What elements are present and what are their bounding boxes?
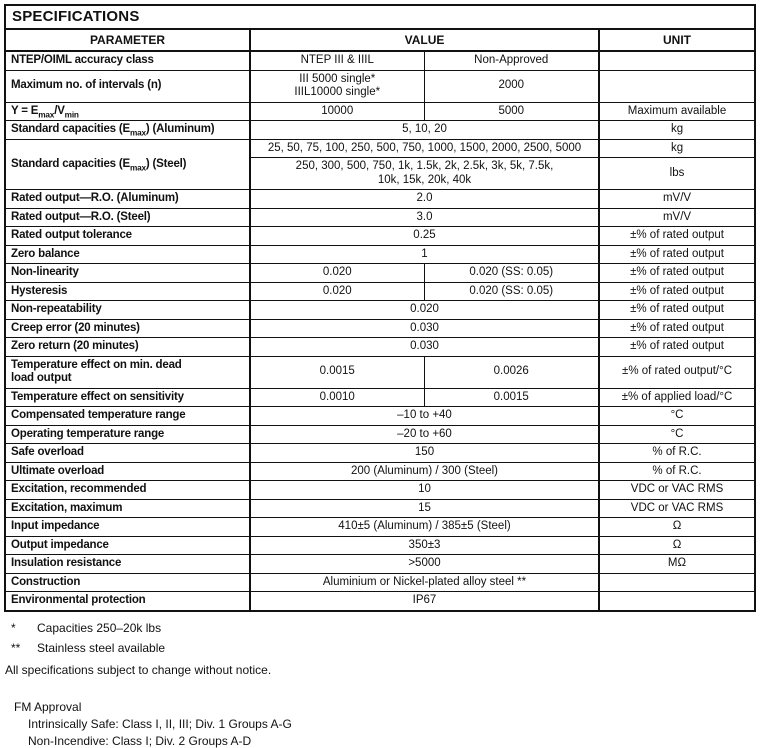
value-cell: 0.030	[250, 319, 599, 338]
table-row	[5, 208, 755, 227]
table-row	[5, 282, 755, 301]
param-cell: Construction	[5, 573, 250, 592]
value-cell: 2.0	[250, 190, 599, 209]
value-cell: 0.0010	[250, 388, 424, 407]
param-cell: Non-repeatability	[5, 301, 250, 320]
table-row	[5, 425, 755, 444]
value-cell: IP67	[250, 592, 599, 611]
table-row	[5, 444, 755, 463]
unit-cell: ±% of rated output	[599, 282, 755, 301]
table-row	[5, 139, 755, 158]
value-cell: 10	[250, 481, 599, 500]
param-cell: NTEP/OIML accuracy class	[5, 51, 250, 70]
table-row	[5, 338, 755, 357]
param-cell: Rated output tolerance	[5, 227, 250, 246]
table-row	[5, 462, 755, 481]
table-row	[5, 319, 755, 338]
param-cell: Environmental protection	[5, 592, 250, 611]
table-row	[5, 555, 755, 574]
table-row	[5, 536, 755, 555]
param-cell: Hysteresis	[5, 282, 250, 301]
col-header-unit: UNIT	[599, 29, 755, 51]
param-cell: Maximum no. of intervals (n)	[5, 70, 250, 102]
footnote-line	[7, 641, 760, 655]
value-cell: 350±3	[250, 536, 599, 555]
value-cell: –20 to +60	[250, 425, 599, 444]
unit-cell: ±% of rated output	[599, 264, 755, 283]
unit-cell: % of R.C.	[599, 462, 755, 481]
value-cell: 250, 300, 500, 750, 1k, 1.5k, 2k, 2.5k, 3k, 5k, 7.5k, 10k, 15k, 20k, 40k	[250, 158, 599, 190]
footnote-line	[7, 621, 760, 635]
value-cell: 25, 50, 75, 100, 250, 500, 750, 1000, 1500, 2000, 2500, 5000	[250, 139, 599, 158]
specifications-table	[4, 4, 756, 612]
value-cell: 0.0015	[250, 356, 424, 388]
col-header-value: VALUE	[250, 29, 599, 51]
value-cell: 1	[250, 245, 599, 264]
footnote-text: Stainless steel available	[37, 640, 166, 655]
value-cell: –10 to +40	[250, 407, 599, 426]
value-cell: 0.020 (SS: 0.05)	[424, 282, 599, 301]
fm-approval-line: Intrinsically Safe: Class I, II, III; Div. 1 Groups A-G	[28, 716, 292, 731]
param-cell: Excitation, recommended	[5, 481, 250, 500]
table-row	[5, 227, 755, 246]
fm-approval-line: Non-Incendive: Class I; Div. 2 Groups A-D	[28, 733, 252, 748]
value-cell: 3.0	[250, 208, 599, 227]
table-row	[5, 407, 755, 426]
unit-cell: ±% of rated output	[599, 301, 755, 320]
param-cell: Insulation resistance	[5, 555, 250, 574]
param-cell: Operating temperature range	[5, 425, 250, 444]
value-cell: 0.020	[250, 301, 599, 320]
disclaimer-text: All specifications subject to change without notice.	[5, 662, 272, 677]
table-row	[5, 264, 755, 283]
table-row	[5, 388, 755, 407]
value-cell: 5000	[424, 102, 599, 121]
unit-cell: Ω	[599, 518, 755, 537]
unit-cell: Maximum available	[599, 102, 755, 121]
col-header-parameter: PARAMETER	[5, 29, 250, 51]
table-row	[5, 573, 755, 592]
unit-cell: °C	[599, 425, 755, 444]
value-cell: 150	[250, 444, 599, 463]
unit-cell: VDC or VAC RMS	[599, 481, 755, 500]
param-cell: Temperature effect on sensitivity	[5, 388, 250, 407]
table-row	[5, 356, 755, 388]
value-cell: 0.030	[250, 338, 599, 357]
param-cell: Excitation, maximum	[5, 499, 250, 518]
table-row	[5, 592, 755, 611]
table-row	[5, 518, 755, 537]
column-header-row	[5, 29, 755, 51]
footnote-marker: **	[11, 640, 21, 655]
unit-cell	[599, 70, 755, 102]
value-cell: 0.0015	[424, 388, 599, 407]
param-cell: Creep error (20 minutes)	[5, 319, 250, 338]
unit-cell: Ω	[599, 536, 755, 555]
value-cell: 410±5 (Aluminum) / 385±5 (Steel)	[250, 518, 599, 537]
table-row	[5, 121, 755, 140]
param-cell: Zero balance	[5, 245, 250, 264]
value-cell: 0.25	[250, 227, 599, 246]
unit-cell	[599, 573, 755, 592]
unit-cell: °C	[599, 407, 755, 426]
value-cell: 10000	[250, 102, 424, 121]
title-row	[5, 5, 755, 29]
table-row	[5, 102, 755, 121]
fm-approval-title: FM Approval	[14, 699, 82, 714]
unit-cell: kg	[599, 121, 755, 140]
unit-cell: mV/V	[599, 208, 755, 227]
param-cell: Rated output—R.O. (Steel)	[5, 208, 250, 227]
table-title: SPECIFICATIONS	[5, 5, 755, 29]
fm-approval-block	[4, 701, 760, 748]
table-row	[5, 70, 755, 102]
unit-cell: ±% of rated output	[599, 319, 755, 338]
value-cell: III 5000 single* IIIL10000 single*	[250, 70, 424, 102]
footnotes	[7, 621, 760, 655]
footnote-marker: *	[11, 620, 16, 635]
value-cell: Non-Approved	[424, 51, 599, 70]
value-cell: >5000	[250, 555, 599, 574]
table-row	[5, 190, 755, 209]
param-cell: $Y = E_{max}/V_{min}$	[5, 102, 250, 121]
table-row	[5, 245, 755, 264]
unit-cell: MΩ	[599, 555, 755, 574]
unit-cell: mV/V	[599, 190, 755, 209]
unit-cell: kg	[599, 139, 755, 158]
unit-cell: % of R.C.	[599, 444, 755, 463]
value-cell: 0.020	[250, 282, 424, 301]
unit-cell: VDC or VAC RMS	[599, 499, 755, 518]
value-cell: 2000	[424, 70, 599, 102]
param-cell: Output impedance	[5, 536, 250, 555]
param-cell: Rated output—R.O. (Aluminum)	[5, 190, 250, 209]
table-row	[5, 481, 755, 500]
value-cell: 0.020	[250, 264, 424, 283]
value-cell: Aluminium or Nickel-plated alloy steel **	[250, 573, 599, 592]
value-cell: NTEP III & IIIL	[250, 51, 424, 70]
value-cell: 15	[250, 499, 599, 518]
param-cell: Temperature effect on min. dead load output	[5, 356, 250, 388]
unit-cell	[599, 51, 755, 70]
table-row	[5, 301, 755, 320]
param-cell: Ultimate overload	[5, 462, 250, 481]
unit-cell: ±% of rated output/°C	[599, 356, 755, 388]
param-cell: Standard capacities $(E_{max})$ (Steel)	[5, 139, 250, 190]
param-cell: Zero return (20 minutes)	[5, 338, 250, 357]
param-cell: Non-linearity	[5, 264, 250, 283]
value-cell: 0.0026	[424, 356, 599, 388]
table-row	[5, 51, 755, 70]
param-cell: Standard capacities $(E_{max})$ (Aluminum)	[5, 121, 250, 140]
table-row	[5, 499, 755, 518]
param-cell: Safe overload	[5, 444, 250, 463]
value-cell: 0.020 (SS: 0.05)	[424, 264, 599, 283]
value-cell: 5, 10, 20	[250, 121, 599, 140]
unit-cell: ±% of rated output	[599, 227, 755, 246]
unit-cell: lbs	[599, 158, 755, 190]
param-cell: Input impedance	[5, 518, 250, 537]
unit-cell: ±% of rated output	[599, 338, 755, 357]
param-cell: Compensated temperature range	[5, 407, 250, 426]
unit-cell: ±% of applied load/°C	[599, 388, 755, 407]
unit-cell: ±% of rated output	[599, 245, 755, 264]
value-cell: 200 (Aluminum) / 300 (Steel)	[250, 462, 599, 481]
unit-cell	[599, 592, 755, 611]
footnote-text: Capacities 250–20k lbs	[37, 620, 162, 635]
